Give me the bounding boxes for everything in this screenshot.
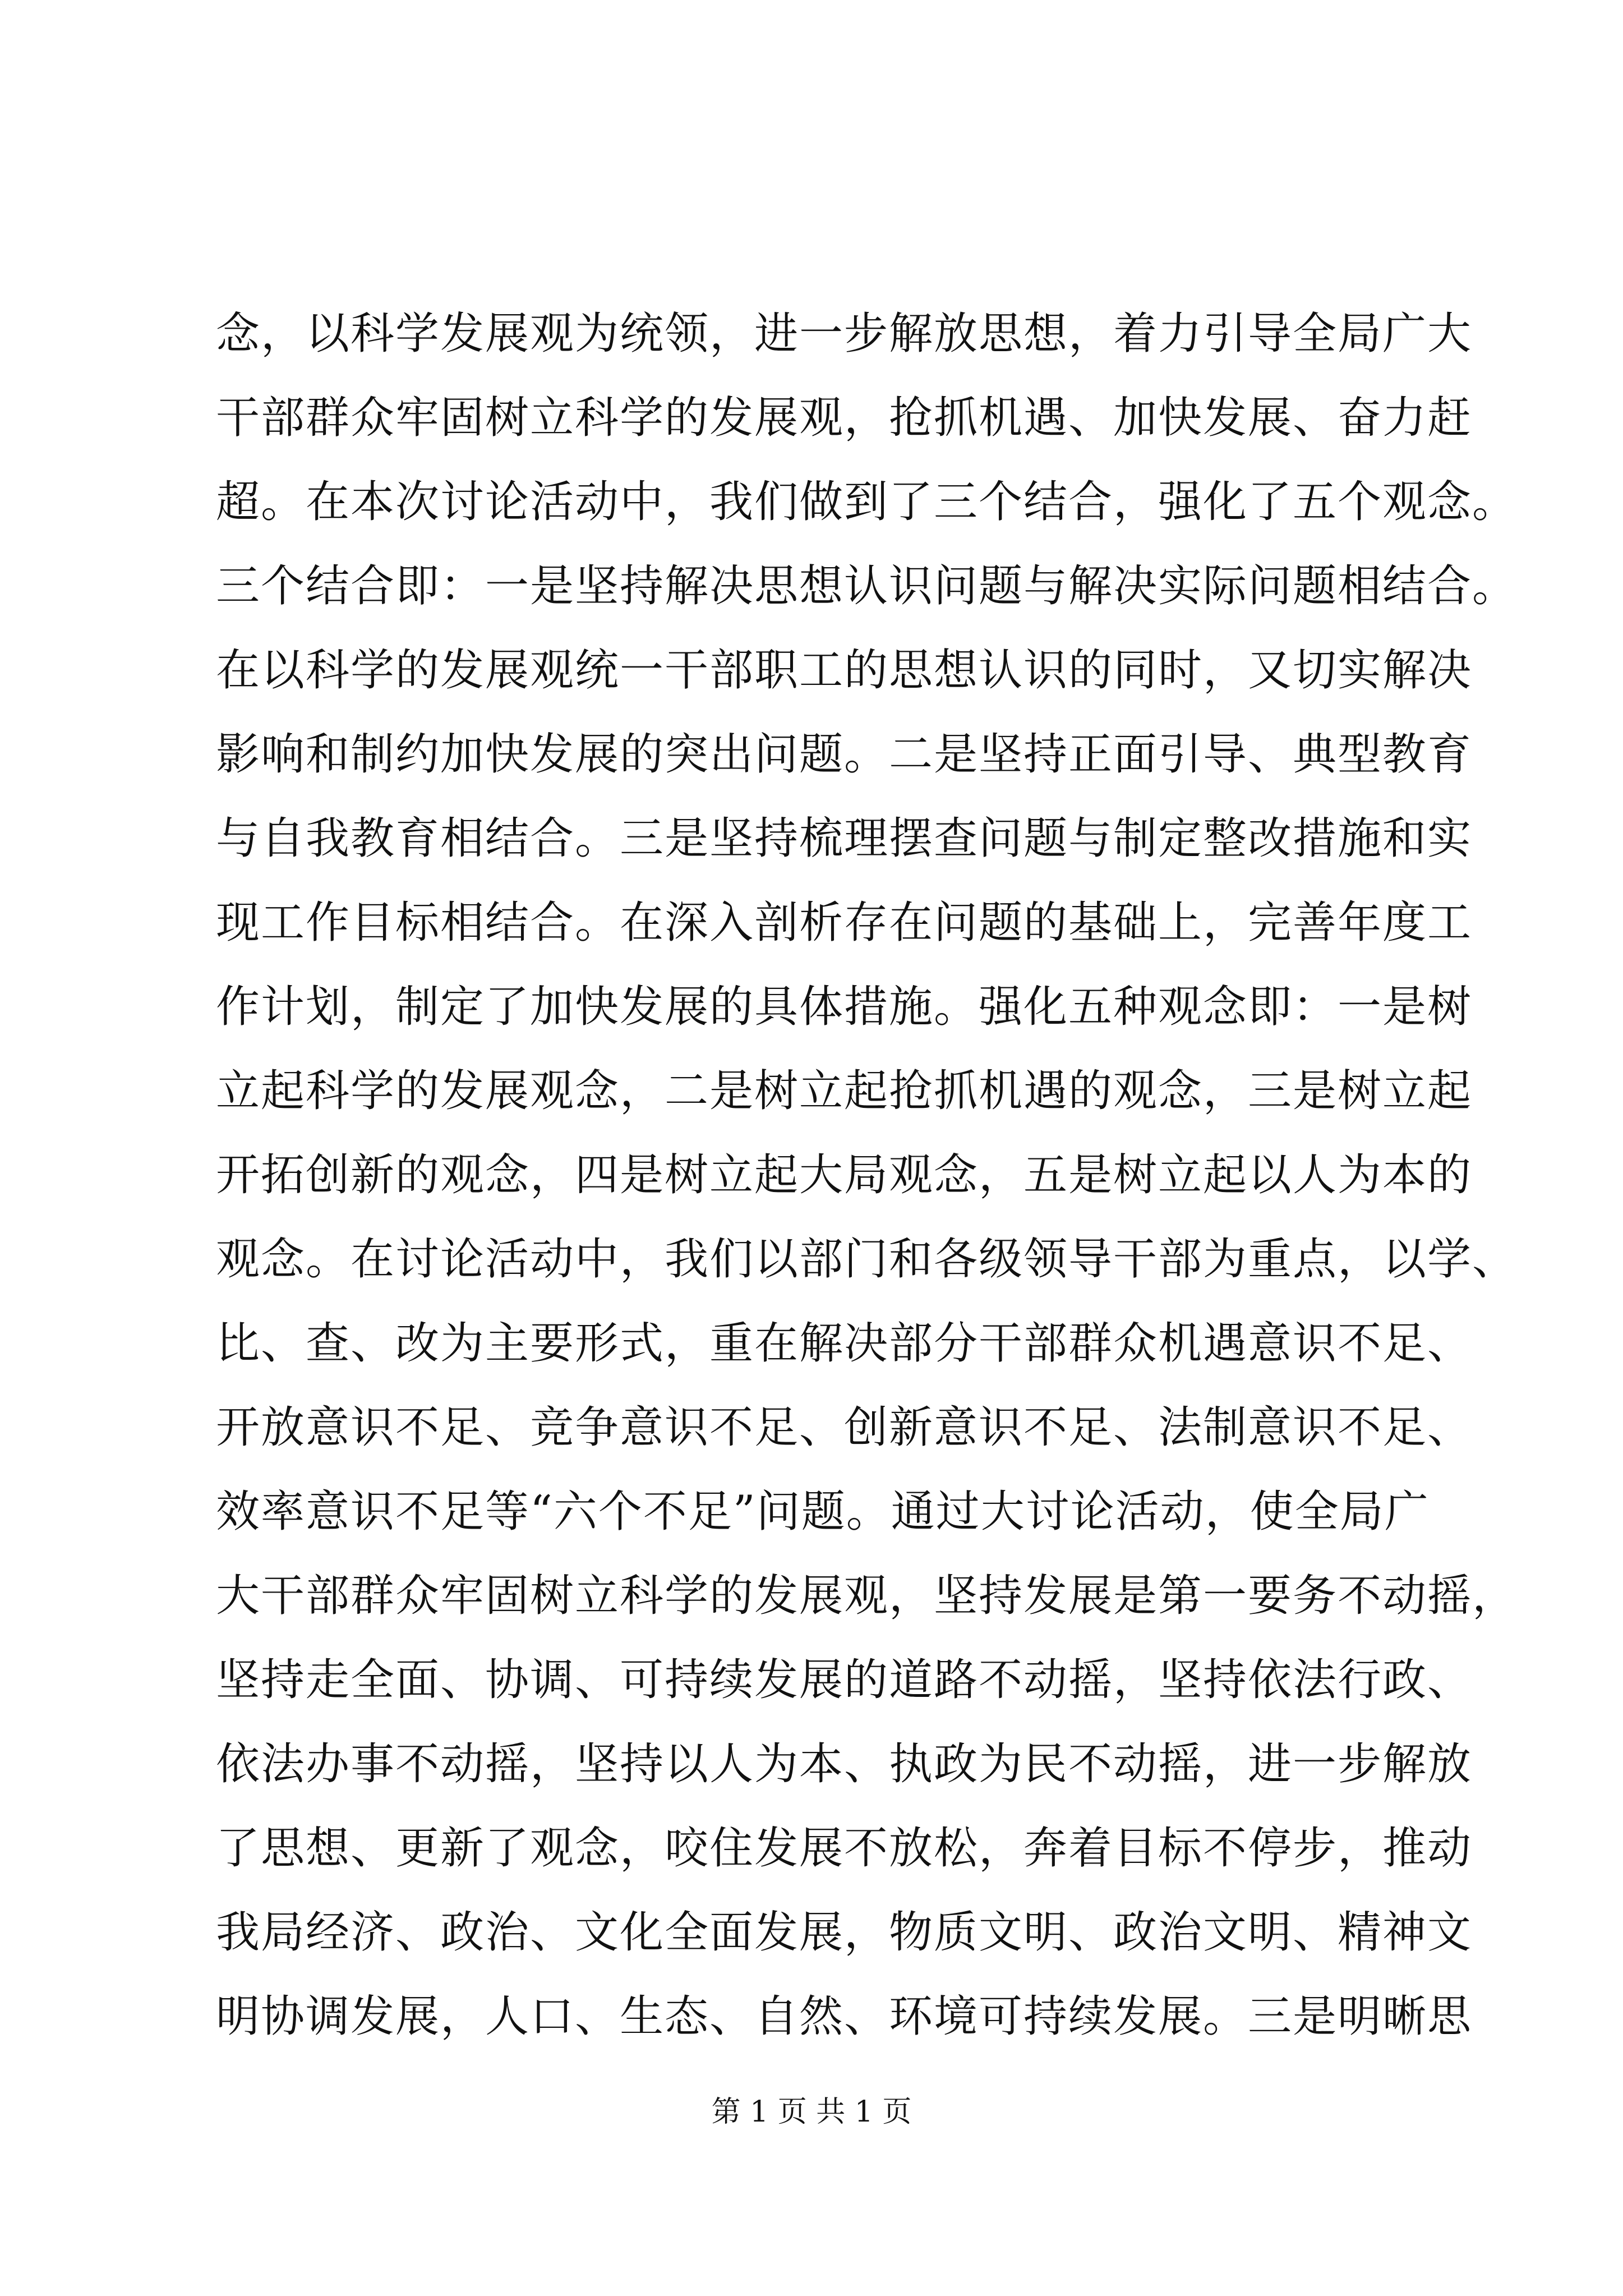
text-line: 在以科学的发展观统一干部职工的思想认识的同时，又切实解决	[216, 645, 1473, 696]
text-line: 影响和制约加快发展的突出问题。二是坚持正面引导、典型教育	[216, 729, 1473, 780]
text-line: 超。在本次讨论活动中，我们做到了三个结合，强化了五个观念。	[216, 477, 1518, 527]
text-line: 与自我教育相结合。三是坚持梳理摆查问题与制定整改措施和实	[216, 813, 1473, 864]
text-line: 坚持走全面、协调、可持续发展的道路不动摇，坚持依法行政、	[216, 1655, 1473, 1705]
text-line: 作计划，制定了加快发展的具体措施。强化五种观念即：一是树	[216, 982, 1473, 1032]
page-footer: 第 1 页 共 1 页	[711, 2095, 912, 2129]
text-line: 比、查、改为主要形式，重在解决部分干部群众机遇意识不足、	[216, 1318, 1473, 1369]
text-line: 三个结合即：一是坚持解决思想认识问题与解决实际问题相结合。	[216, 561, 1518, 611]
text-line: 我局经济、政治、文化全面发展，物质文明、政治文明、精神文	[216, 1907, 1473, 1958]
text-line: 现工作目标相结合。在深入剖析存在问题的基础上，完善年度工	[216, 898, 1473, 948]
text-line: 干部群众牢固树立科学的发展观，抢抓机遇、加快发展、奋力赶	[216, 393, 1473, 443]
text-line: 念，以科学发展观为统领，进一步解放思想，着力引导全局广大	[216, 309, 1473, 359]
text-line: 明协调发展，人口、生态、自然、环境可持续发展。三是明晰思	[216, 1991, 1473, 2042]
text-line: 依法办事不动摇，坚持以人为本、执政为民不动摇，进一步解放	[216, 1739, 1473, 1789]
text-line: 立起科学的发展观念，二是树立起抢抓机遇的观念，三是树立起	[216, 1066, 1473, 1116]
text-line: 大干部群众牢固树立科学的发展观，坚持发展是第一要务不动摇，	[216, 1571, 1518, 1621]
text-line: 开拓创新的观念，四是树立起大局观念，五是树立起以人为本的	[216, 1150, 1473, 1200]
text-line: 开放意识不足、竞争意识不足、创新意识不足、法制意识不足、	[216, 1402, 1473, 1453]
text-line: 了思想、更新了观念，咬住发展不放松，奔着目标不停步，推动	[216, 1823, 1473, 1874]
text-line: 效率意识不足等“六个不足”问题。通过大讨论活动，使全局广	[216, 1487, 1430, 1537]
body-paragraph	[216, 292, 1518, 2059]
text-line: 观念。在讨论活动中，我们以部门和各级领导干部为重点，以学、	[216, 1234, 1518, 1285]
